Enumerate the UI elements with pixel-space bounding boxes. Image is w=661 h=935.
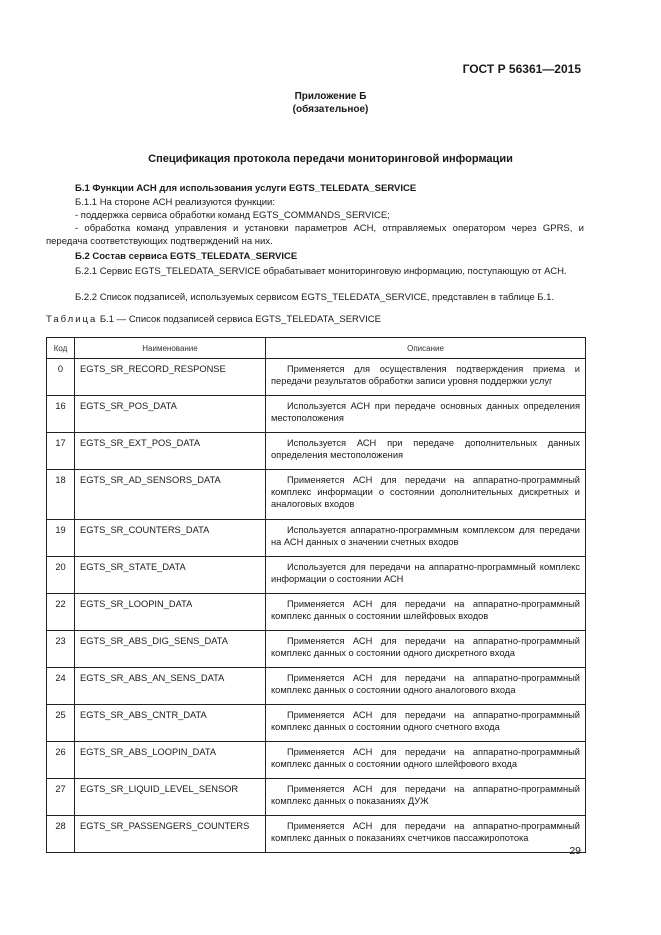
table-row [47,631,586,668]
cell-description: Используется АСН при передаче дополнительных данных определения местоположения [266,433,586,470]
table-row [47,470,586,520]
page-number: 29 [569,845,581,857]
header-code: Код [47,338,75,359]
cell-code: 27 [47,779,75,816]
cell-code: 20 [47,557,75,594]
cell-name: EGTS_SR_LIQUID_LEVEL_SENSOR [75,779,266,816]
cell-name: EGTS_SR_COUNTERS_DATA [75,520,266,557]
table-row [47,359,586,396]
table-row [47,705,586,742]
cell-name: EGTS_SR_PASSENGERS_COUNTERS [75,816,266,853]
table-row [47,433,586,470]
table-caption-prefix: Таблица [46,314,98,325]
section-b1-heading: Б.1 Функции АСН для использования услуги EGTS_TELEDATA_SERVICE [75,183,417,194]
cell-code: 23 [47,631,75,668]
table-row [47,779,586,816]
table-row [47,520,586,557]
table-header-row [47,338,586,359]
table-row [47,594,586,631]
cell-code: 0 [47,359,75,396]
cell-description: Применяется АСН для передачи на аппаратно-программный комплекс данных о состоянии одного аналогового входа [266,668,586,705]
cell-name: EGTS_SR_POS_DATA [75,396,266,433]
cell-description: Применяется АСН для передачи на аппаратно-программный комплекс данных о показаниях счетчиков пассажиропотока [266,816,586,853]
subrecords-table [46,337,586,853]
appendix-title: Приложение Б [294,91,367,102]
cell-code: 19 [47,520,75,557]
section-b2-heading: Б.2 Состав сервиса EGTS_TELEDATA_SERVICE [75,251,298,262]
cell-name: EGTS_SR_ABS_AN_SENS_DATA [75,668,266,705]
cell-description: Применяется АСН для передачи на аппаратно-программный комплекс данных о показаниях ДУЖ [266,779,586,816]
cell-name: EGTS_SR_AD_SENSORS_DATA [75,470,266,520]
header-name: Наименование [75,338,266,359]
cell-description: Используется АСН при передаче основных данных определения местоположения [266,396,586,433]
table-row [47,668,586,705]
cell-description: Применяется АСН для передачи на аппаратно-программный комплекс данных о состоянии одного дискретного входа [266,631,586,668]
paragraph-list-item-1: - поддержка сервиса обработки команд EGTS_COMMANDS_SERVICE; [75,210,390,221]
cell-code: 25 [47,705,75,742]
cell-name: EGTS_SR_LOOPIN_DATA [75,594,266,631]
paragraph-b1-1: Б.1.1 На стороне АСН реализуются функции: [75,197,275,208]
table-caption [46,314,381,325]
cell-code: 26 [47,742,75,779]
cell-description: Применяется АСН для передачи на аппаратно-программный комплекс информации о состоянии дополнительных дискретных и аналоговых входов [266,470,586,520]
paragraph-b2-2: Б.2.2 Список подзаписей, используемых сервисом EGTS_TELEDATA_SERVICE, представлен в таблице Б.1. [75,292,555,303]
cell-description: Применяется АСН для передачи на аппаратно-программный комплекс данных о состоянии шлейфовых входов [266,594,586,631]
cell-name: EGTS_SR_RECORD_RESPONSE [75,359,266,396]
paragraph-list-item-2: - обработка команд управления и установки параметров АСН, отправляемых оператором через GPRS, и передача соответствующих подтверждений на них. [46,223,584,247]
cell-description: Применяется АСН для передачи на аппаратно-программный комплекс данных о состоянии одного шлейфового входа [266,742,586,779]
cell-code: 28 [47,816,75,853]
cell-description: Используется аппаратно-программным комплексом для передачи на АСН данных о значении счетных входов [266,520,586,557]
table-row [47,742,586,779]
cell-name: EGTS_SR_EXT_POS_DATA [75,433,266,470]
header-description: Описание [266,338,586,359]
cell-name: EGTS_SR_ABS_DIG_SENS_DATA [75,631,266,668]
standard-number: ГОСТ Р 56361—2015 [462,62,581,76]
paragraph-b2-1: Б.2.1 Сервис EGTS_TELEDATA_SERVICE обрабатывает мониторинговую информацию, поступающую от АСН. [75,266,567,277]
cell-code: 24 [47,668,75,705]
cell-code: 16 [47,396,75,433]
cell-name: EGTS_SR_ABS_CNTR_DATA [75,705,266,742]
cell-name: EGTS_SR_ABS_LOOPIN_DATA [75,742,266,779]
table-row [47,396,586,433]
appendix-status: (обязательное) [292,104,369,115]
cell-description: Применяется для осуществления подтверждения приема и передачи результатов обработки записи уровня поддержки услуг [266,359,586,396]
cell-name: EGTS_SR_STATE_DATA [75,557,266,594]
cell-code: 18 [47,470,75,520]
table-row [47,816,586,853]
cell-code: 22 [47,594,75,631]
cell-description: Используется для передачи на аппаратно-программный комплекс информации о состоянии АСН [266,557,586,594]
cell-code: 17 [47,433,75,470]
table-caption-text: Б.1 — Список подзаписей сервиса EGTS_TELEDATA_SERVICE [99,314,381,325]
table-row [47,557,586,594]
cell-description: Применяется АСН для передачи на аппаратно-программный комплекс данных о состоянии одного счетного входа [266,705,586,742]
specification-title: Спецификация протокола передачи мониторинговой информации [148,153,513,165]
